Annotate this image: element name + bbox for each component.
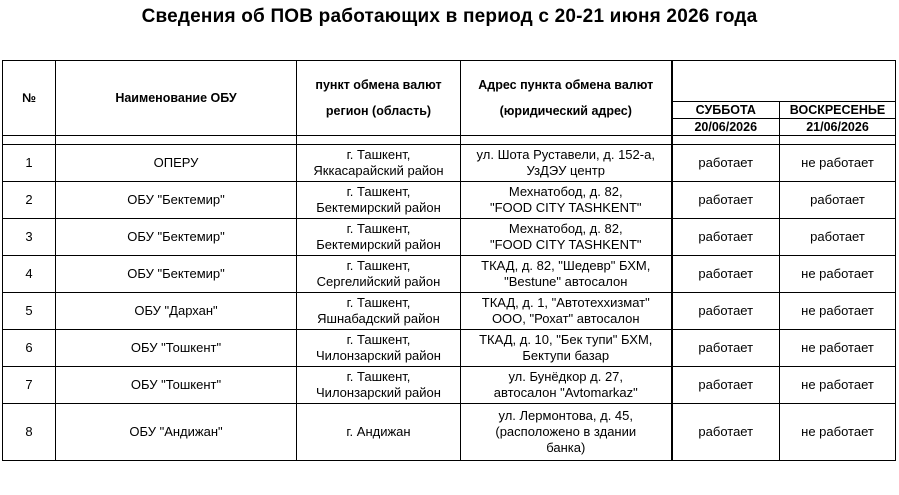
cell-region-line1: г. Ташкент, (346, 184, 411, 199)
cell-num: 2 (3, 182, 56, 219)
cell-address (461, 145, 672, 182)
cell-address-line1: ул. Бунёдкор д. 27, (508, 369, 624, 384)
cell-region (297, 404, 461, 461)
cell-address-line1: ул. Лермонтова, д. 45, (498, 408, 633, 423)
header-address (461, 61, 672, 136)
cell-saturday-status: работает (672, 145, 780, 182)
cell-sunday-status: работает (780, 219, 896, 256)
cell-region-line2: Сергелийский район (316, 274, 441, 289)
cell-saturday-status: работает (672, 404, 780, 461)
header-address-line2: (юридический адрес) (499, 104, 632, 118)
cell-address (461, 182, 672, 219)
cell-region (297, 293, 461, 330)
cell-address-line2: ООО, "Рохат" автосалон (491, 311, 640, 326)
cell-region (297, 256, 461, 293)
exchange-points-table (2, 60, 896, 461)
cell-region-line2: Яшнабадский район (317, 311, 440, 326)
cell-num: 5 (3, 293, 56, 330)
header-sunday-date: 21/06/2026 (780, 119, 896, 136)
header-address-line1: Адрес пункта обмена валют (478, 78, 654, 92)
cell-sunday-status: не работает (780, 145, 896, 182)
table-row (3, 293, 896, 330)
cell-name: ОБУ "Андижан" (56, 404, 297, 461)
cell-region-line2: Чилонзарский район (316, 385, 441, 400)
cell-num: 8 (3, 404, 56, 461)
cell-name: ОБУ "Тошкент" (56, 330, 297, 367)
cell-region-line1: г. Ташкент, (346, 258, 411, 273)
cell-saturday-status: работает (672, 367, 780, 404)
cell-region-line2: Бектемирский район (316, 237, 441, 252)
table-row (3, 219, 896, 256)
header-region-line1: пункт обмена валют (315, 78, 442, 92)
header-saturday-date: 20/06/2026 (672, 119, 780, 136)
cell-region (297, 219, 461, 256)
header-sunday: ВОСКРЕСЕНЬЕ (780, 102, 896, 119)
spacer-row (3, 136, 896, 145)
header-saturday: СУББОТА (672, 102, 780, 119)
cell-saturday-status: работает (672, 182, 780, 219)
table-body (3, 145, 896, 461)
cell-address (461, 404, 672, 461)
cell-name: ОБУ "Дархан" (56, 293, 297, 330)
table-row (3, 367, 896, 404)
cell-saturday-status: работает (672, 330, 780, 367)
cell-region (297, 367, 461, 404)
cell-address-line1: Мехнатобод, д. 82, (508, 221, 623, 236)
cell-address-line2: "Bestune" автосалон (504, 274, 628, 289)
cell-region-line2: Бектемирский район (316, 200, 441, 215)
cell-address-line2: "FOOD CITY TASHKENT" (489, 200, 642, 215)
cell-region-line1: г. Андижан (346, 424, 411, 439)
cell-name: ОПЕРУ (56, 145, 297, 182)
cell-address (461, 256, 672, 293)
cell-address-line3: банка) (546, 440, 586, 455)
cell-address (461, 367, 672, 404)
cell-saturday-status: работает (672, 256, 780, 293)
cell-region-line2: Яккасарайский район (313, 163, 444, 178)
cell-address-line2: автосалон "Avtomarkaz" (493, 385, 638, 400)
cell-name: ОБУ "Тошкент" (56, 367, 297, 404)
cell-num: 6 (3, 330, 56, 367)
cell-address-line1: ул. Шота Руставели, д. 152-а, (476, 147, 655, 162)
table-row (3, 145, 896, 182)
cell-region-line1: г. Ташкент, (346, 147, 411, 162)
cell-region-line1: г. Ташкент, (346, 221, 411, 236)
table-row (3, 256, 896, 293)
cell-num: 4 (3, 256, 56, 293)
cell-address-line1: ТКАД, д. 1, "Автотеххизмат" (481, 295, 650, 310)
page-title: Сведения об ПОВ работающих в период с 20-21 июня 2026 года (141, 6, 758, 27)
cell-address-line2: "FOOD CITY TASHKENT" (489, 237, 642, 252)
cell-sunday-status: не работает (780, 367, 896, 404)
cell-name: ОБУ "Бектемир" (56, 182, 297, 219)
cell-saturday-status: работает (672, 293, 780, 330)
header-region-line2: регион (область) (325, 104, 432, 118)
cell-address-line2: Бектупи базар (522, 348, 610, 363)
cell-region-line2: Чилонзарский район (316, 348, 441, 363)
cell-address (461, 293, 672, 330)
cell-region-line1: г. Ташкент, (346, 295, 411, 310)
cell-address-line1: ТКАД, д. 82, "Шедевр" БХМ, (481, 258, 651, 273)
cell-sunday-status: работает (780, 182, 896, 219)
cell-address-line2: (расположено в здании (495, 424, 637, 439)
table-row (3, 404, 896, 461)
cell-num: 1 (3, 145, 56, 182)
cell-address-line2: УзДЭУ центр (526, 163, 605, 178)
cell-address-line1: Мехнатобод, д. 82, (508, 184, 623, 199)
cell-sunday-status: не работает (780, 256, 896, 293)
cell-sunday-status: не работает (780, 404, 896, 461)
cell-sunday-status: не работает (780, 330, 896, 367)
cell-address (461, 330, 672, 367)
cell-address (461, 219, 672, 256)
header-num: № (3, 61, 56, 136)
cell-name: ОБУ "Бектемир" (56, 256, 297, 293)
cell-region (297, 330, 461, 367)
header-name: Наименование ОБУ (56, 61, 297, 136)
table-row (3, 330, 896, 367)
cell-region (297, 182, 461, 219)
cell-address-line1: ТКАД, д. 10, "Бек тупи" БХМ, (479, 332, 653, 347)
header-row (3, 61, 896, 102)
cell-num: 3 (3, 219, 56, 256)
header-days-blank (672, 61, 896, 102)
cell-saturday-status: работает (672, 219, 780, 256)
table-row (3, 182, 896, 219)
cell-region (297, 145, 461, 182)
cell-region-line1: г. Ташкент, (346, 332, 411, 347)
cell-region-line1: г. Ташкент, (346, 369, 411, 384)
cell-num: 7 (3, 367, 56, 404)
cell-sunday-status: не работает (780, 293, 896, 330)
header-region (297, 61, 461, 136)
cell-name: ОБУ "Бектемир" (56, 219, 297, 256)
